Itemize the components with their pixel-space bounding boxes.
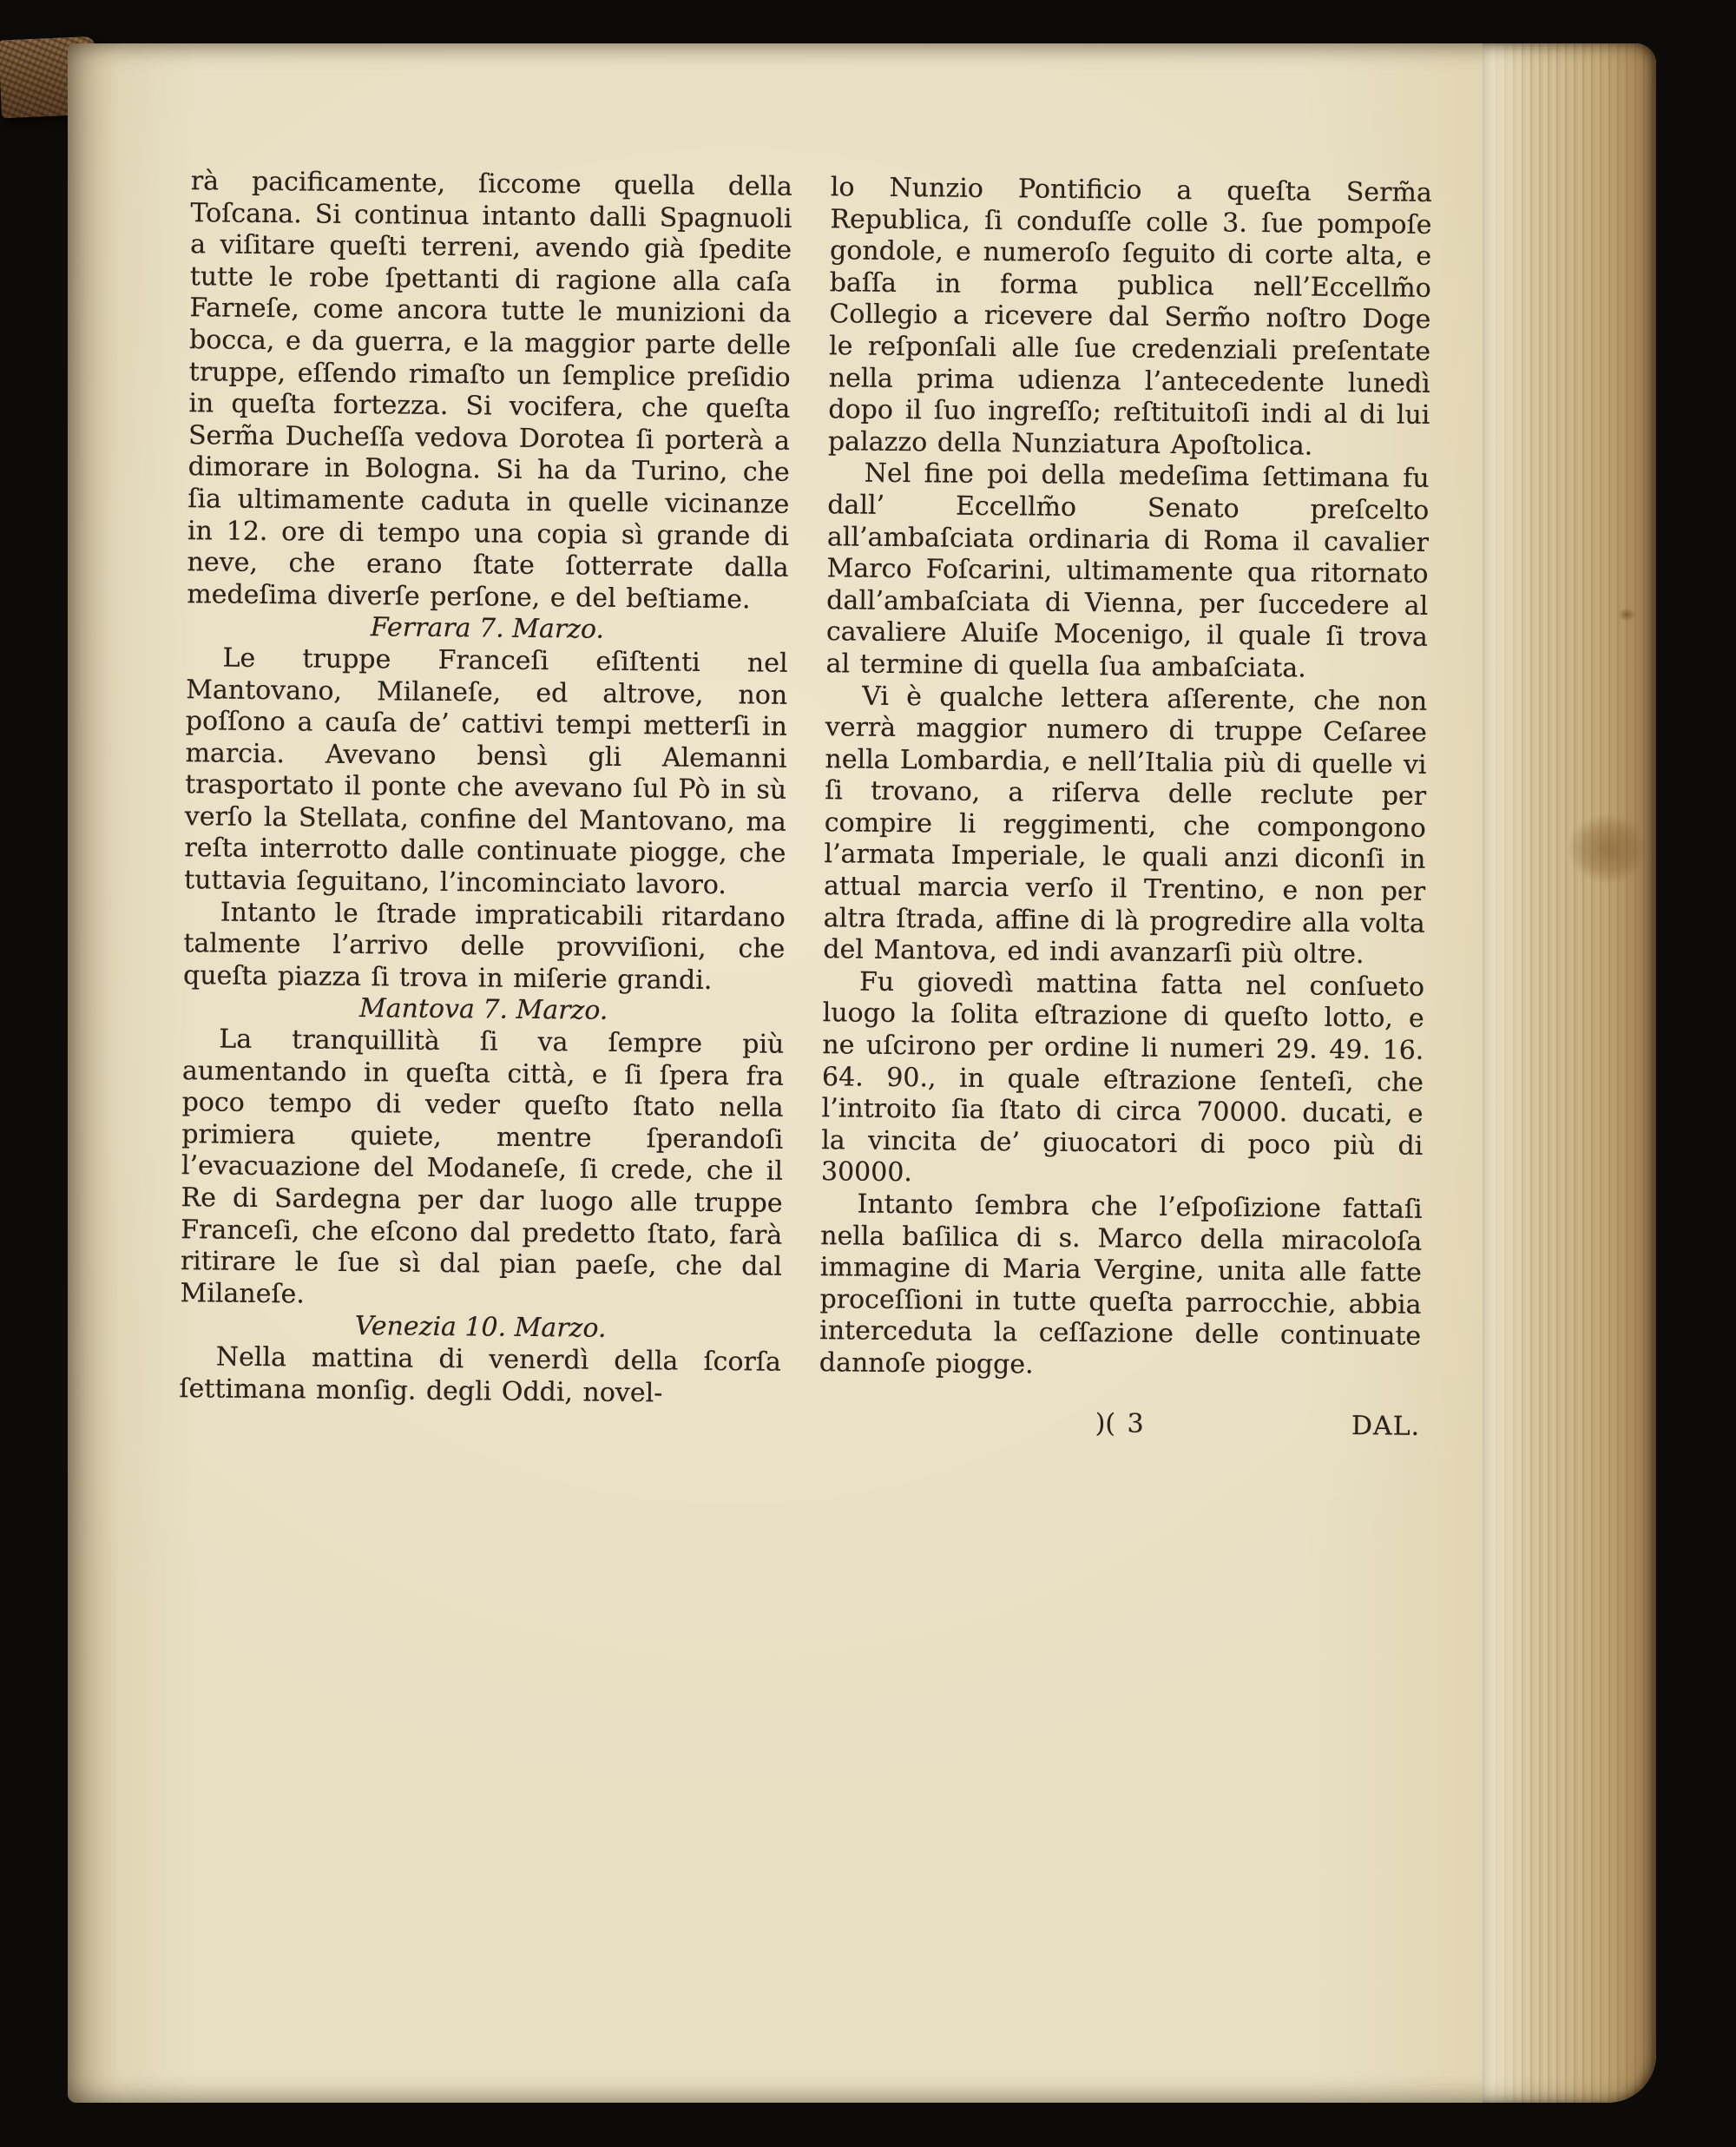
paragraph: Nel fine poi della medeſima ſettimana fu dall’ Eccellm̃o Senato preſcelto all’ambaſciata ordinaria di Roma il cavalier Marco Foſcarini, ultimamente qua ritornato dall’ambaſciata di Vienna, per ſuccedere al cavaliere Aluiſe Mocenigo, il quale ſi trova al termine di quella ſua ambaſciata. — [825, 458, 1430, 684]
paragraph: Fu giovedì mattina fatta nel conſueto luogo la ſolita eſtrazione di queſto lotto, e ne uſcirono per ordine li numeri 29. 49. 16. 64. 90., in quale eſtrazione ſenteſi, che l’introito ſia ſtato di circa 70000. ducati, e la vincita de’ giuocatori di poco più di 30000. — [820, 966, 1425, 1189]
section-heading-mantova: Mantova 7. Marzo. — [358, 993, 608, 1027]
paragraph-continuation: rà pacificamente, ſiccome quella della Toſcana. Si continua intanto dalli Spagnuoli a viſitare queſti terreni, avendo già ſpedite tutte le robe ſpettanti di ragione alla caſa Farneſe, come ancora tutte le munizioni da bocca, e da guerra, e la maggior parte delle truppe, eſſendo rimaſto un ſemplice preſidio in queſta fortezza. Si vocifera, che queſta Serm̃a Ducheſſa vedova Dorotea ſi porterà a dimorare in Bologna. Si ha da Turino, che ſia ultimamente caduta in quelle vicinanze in 12. ore di tempo una copia sì grande di neve, che erano ſtate ſotterrate dalla medeſima diverſe perſone, e del beſtiame. — [187, 166, 793, 616]
catchword: DAL. — [1351, 1410, 1421, 1442]
paragraph: Le truppe Franceſi eſiſtenti nel Mantovano, Milaneſe, ed altrove, non poſſono a cauſa de’ cattivi tempi metterſi in marcia. Avevano bensì gli Alemanni trasportato il ponte che avevano ſul Pò in sù verſo la Stellata, confine del Mantovano, ma reſta interrotto dalle continuate piogge, che tuttavia ſeguitano, l’incominciato lavoro. — [183, 642, 788, 901]
paragraph: Intanto le ſtrade impraticabili ritardano talmente l’arrivo delle provviſioni, che queſta piazza ſi trova in miſerie grandi. — [182, 897, 786, 996]
footer-spacer — [819, 1429, 1095, 1432]
section-heading-venezia: Venezia 10. Marzo. — [354, 1311, 607, 1345]
page-fore-edge-stack — [1483, 43, 1656, 2103]
paragraph: Nella mattina di venerdì della ſcorſa ſettimana monſig. degli Oddi, novel- — [179, 1341, 782, 1408]
paper-stain — [1614, 606, 1639, 623]
right-column — [819, 172, 1432, 1443]
book-page — [68, 43, 1656, 2103]
left-column — [179, 166, 792, 1437]
printed-text-block — [179, 166, 1432, 1443]
paper-stain — [1552, 800, 1656, 898]
paragraph: La tranquillità ſi va ſempre più aumentando in queſta città, e ſi ſpera fra poco tempo di veder queſto ſtato nella primiera quiete, mentre ſperandoſi l’evacuazione del Modaneſe, ſi crede, che il Re di Sardegna per dar luogo alle truppe Franceſi, che eſcono dal predetto ſtato, farà ritirare le ſue sì dal pian paeſe, che dal Milaneſe. — [180, 1024, 785, 1310]
signature-mark: )( 3 — [1095, 1407, 1144, 1439]
page-footer — [819, 1406, 1420, 1443]
section-heading-ferrara: Ferrara 7. Marzo. — [370, 612, 605, 646]
paragraph: Vi è qualche lettera aſſerente, che non verrà maggior numero di truppe Ceſaree nella Lombardia, e nell’Italia più di quelle vi ſi trovano, a riſerva delle reclute per compire li reggimenti, che compongono l’armata Imperiale, le quali anzi diconſi in attual marcia verſo il Trentino, e non per altra ſtrada, affine di là progredire alla volta del Mantova, ed indi avanzarſi più oltre. — [823, 681, 1428, 971]
paragraph: Intanto ſembra che l’eſpoſizione fattaſi nella baſilica di s. Marco della miracoloſa immagine di Maria Vergine, unita alle fatte proceſſioni in tutte queſta parrocchie, abbia interceduta la ceſſazione delle continuate dannoſe piogge. — [819, 1189, 1423, 1380]
paragraph-continuation: lo Nunzio Pontificio a queſta Serm̃a Republica, ſi conduſſe colle 3. ſue pompoſe gondole, e numeroſo ſeguito di corte alta, e baſſa in forma publica nell’Eccellm̃o Collegio a ricevere dal Serm̃o noſtro Doge le reſponſali alle ſue credenziali preſentate nella prima udienza l’antecedente lunedì dopo il ſuo ingreſſo; reſtituitoſi indi al di lui palazzo della Nunziatura Apoſtolica. — [827, 172, 1432, 462]
